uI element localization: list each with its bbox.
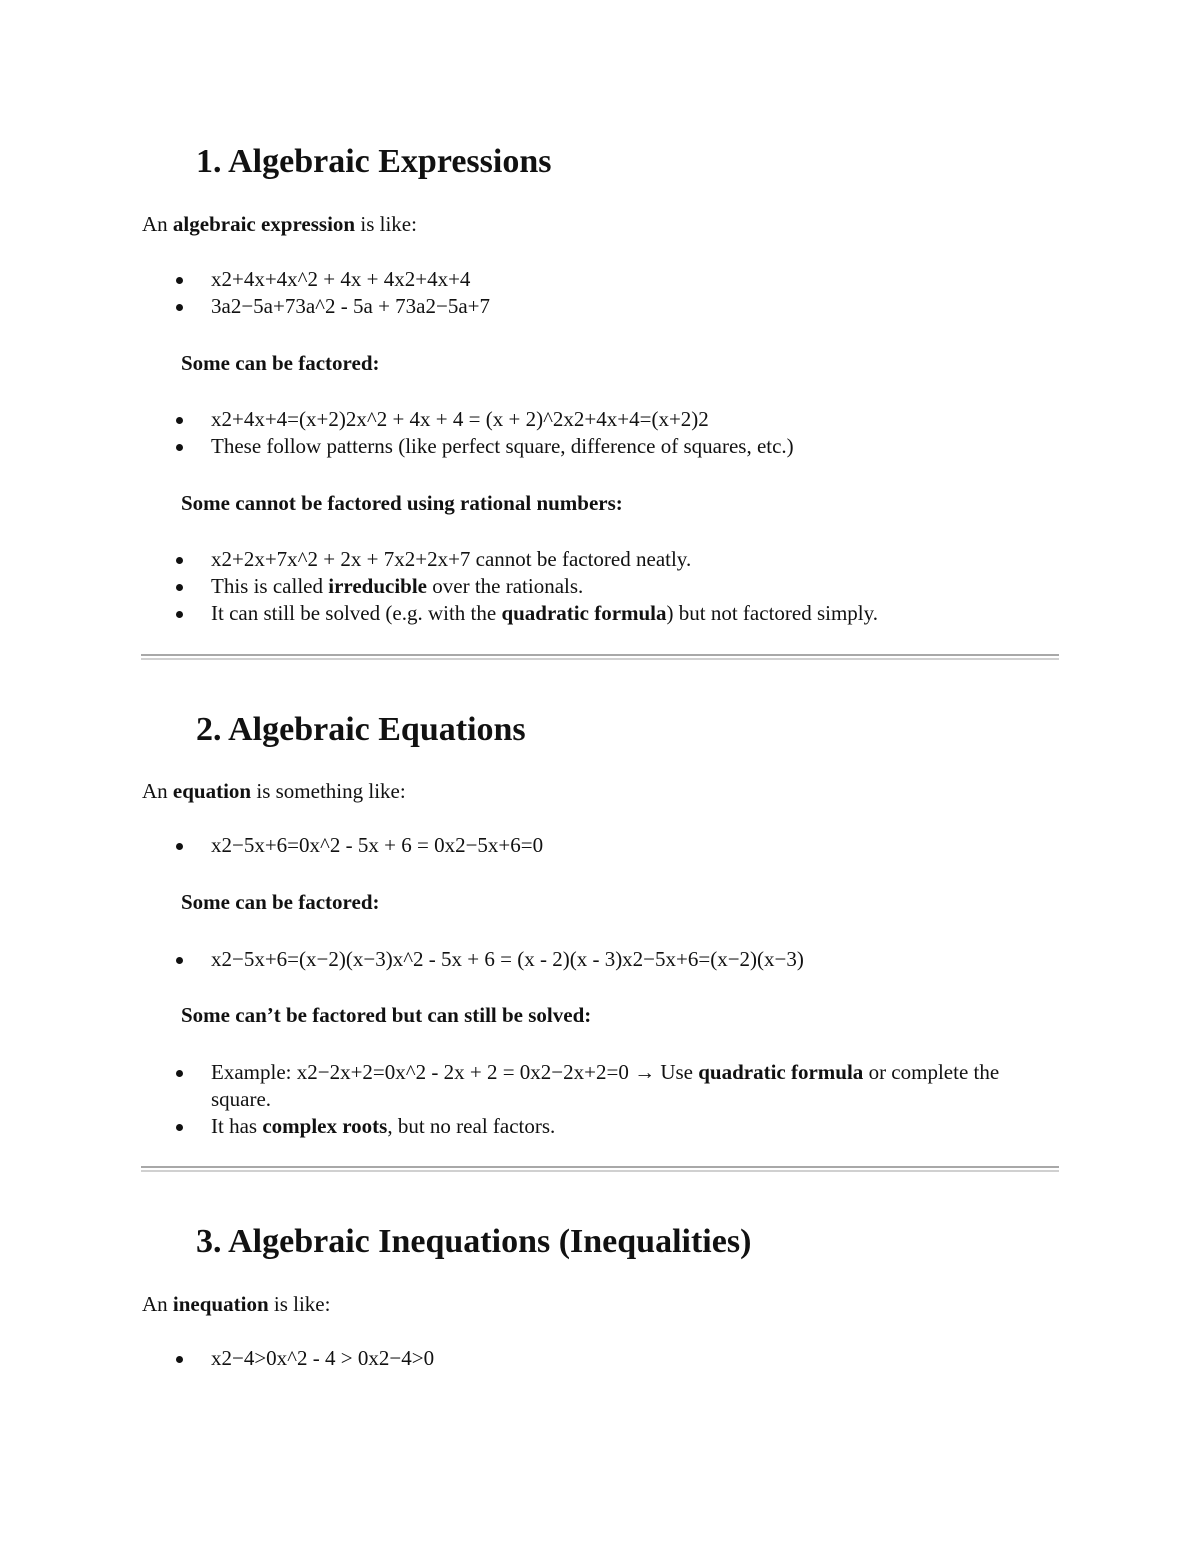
example-list: [172, 1345, 434, 1372]
bullet-icon: [176, 843, 183, 850]
list-item-text: It can still be solved (e.g. with the: [211, 601, 502, 625]
list-item-text: 3a2−5a+73a^2 - 5a + 73a2−5a+7: [211, 294, 490, 318]
section-heading: 1. Algebraic Expressions: [196, 143, 552, 180]
example-list: [172, 266, 490, 320]
list-item: [172, 946, 804, 973]
list-item: [172, 1345, 434, 1372]
intro-text: An: [142, 779, 173, 803]
factored-list: [172, 406, 794, 460]
bullet-icon: [176, 1356, 183, 1363]
intro-term: inequation: [172, 1292, 269, 1316]
bullet-icon: [176, 957, 183, 964]
bullet-icon: [176, 611, 183, 618]
intro-term: equation: [172, 779, 252, 803]
intro-text: is something like:: [251, 779, 406, 803]
subheading: Some can be factored:: [181, 351, 380, 375]
list-item: [172, 1113, 1001, 1140]
section-intro: [142, 778, 406, 805]
bullet-icon: [176, 584, 183, 591]
list-item-text: x2−5x+6=(x−2)(x−3)x^2 - 5x + 6 = (x - 2)(x - 3)x2−5x+6=(x−2)(x−3): [211, 947, 804, 971]
section-heading: 3. Algebraic Inequations (Inequalities): [196, 1223, 752, 1260]
intro-text: is like:: [268, 1292, 331, 1316]
list-item-text: It has: [211, 1114, 263, 1138]
intro-text: is like:: [355, 212, 417, 236]
bullet-icon: [176, 417, 183, 424]
section-divider: [141, 1166, 1059, 1172]
list-item-text: x2+2x+7x^2 + 2x + 7x2+2x+7 cannot be factored neatly.: [211, 547, 692, 571]
list-item: [172, 573, 878, 600]
list-item-text: over the rationals.: [427, 574, 584, 598]
list-item: [172, 600, 878, 627]
intro-term: algebraic expression: [172, 212, 356, 236]
subheading: Some can be factored:: [181, 890, 380, 914]
section-heading: 2. Algebraic Equations: [196, 711, 526, 748]
list-item: [172, 293, 490, 320]
list-item: [172, 1059, 1001, 1113]
list-item-text: These follow patterns (like perfect square, difference of squares, etc.): [211, 434, 794, 458]
subheading: Some cannot be factored using rational numbers:: [181, 491, 623, 515]
list-item: [172, 406, 794, 433]
unfactored-list: [172, 546, 878, 627]
list-item-text: Example: x2−2x+2=0x^2 - 2x + 2 = 0x2−2x+2=0 → Use: [211, 1060, 699, 1084]
section-intro: [142, 1291, 330, 1318]
section-intro: [142, 211, 417, 238]
list-item-text: x2−4>0x^2 - 4 > 0x2−4>0: [211, 1346, 435, 1370]
subheading: Some can’t be factored but can still be solved:: [181, 1003, 592, 1027]
unfactored-list: [172, 1059, 1001, 1140]
section-divider: [141, 654, 1059, 660]
intro-text: An: [142, 1292, 173, 1316]
list-item-text: x2−5x+6=0x^2 - 5x + 6 = 0x2−5x+6=0: [211, 833, 544, 857]
list-item: [172, 433, 794, 460]
example-list: [172, 832, 543, 859]
list-item-text: x2+4x+4=(x+2)2x^2 + 4x + 4 = (x + 2)^2x2+4x+4=(x+2)2: [211, 407, 709, 431]
list-item-text: This is called: [211, 574, 329, 598]
emphasis-term: complex roots: [262, 1114, 388, 1138]
list-item-text: x2+4x+4x^2 + 4x + 4x2+4x+4: [211, 267, 471, 291]
bullet-icon: [176, 557, 183, 564]
factored-list: [172, 946, 804, 973]
bullet-icon: [176, 277, 183, 284]
bullet-icon: [176, 1070, 183, 1077]
bullet-icon: [176, 304, 183, 311]
emphasis-term: quadratic formula: [698, 1060, 864, 1084]
bullet-icon: [176, 1124, 183, 1131]
intro-text: An: [142, 212, 173, 236]
list-item: [172, 832, 543, 859]
list-item-text: or complete the square.: [211, 1060, 1000, 1111]
list-item: [172, 546, 878, 573]
list-item-text: ) but not factored simply.: [666, 601, 879, 625]
emphasis-term: irreducible: [328, 574, 427, 598]
bullet-icon: [176, 444, 183, 451]
list-item: [172, 266, 490, 293]
list-item-text: , but no real factors.: [387, 1114, 556, 1138]
emphasis-term: quadratic formula: [501, 601, 667, 625]
